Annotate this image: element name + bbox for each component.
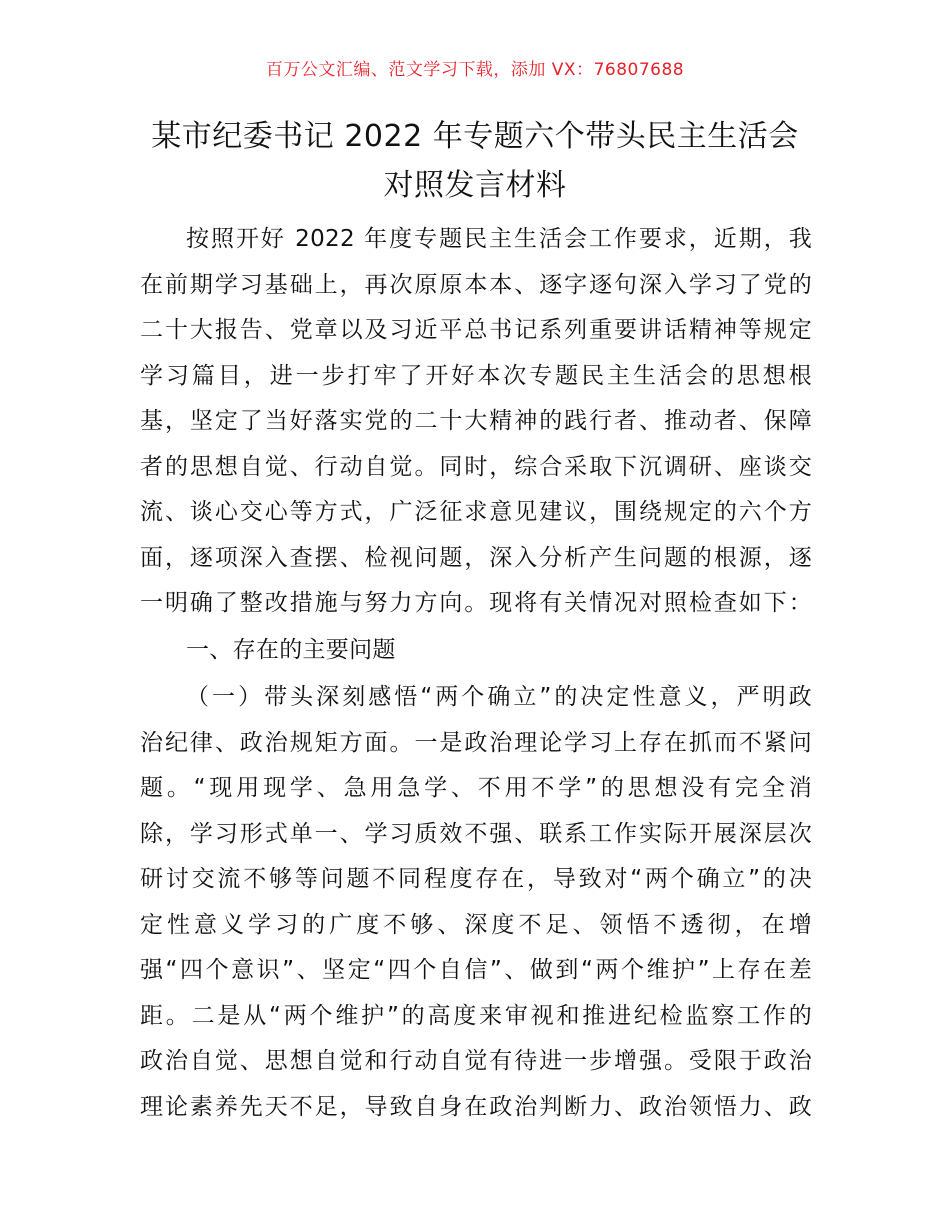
title-line-2: 对照发言材料 [383,168,567,203]
text-line: 研讨交流不够等问题不同程度存在，导致对“两个确立”的决 [140,866,812,892]
text-line: 者的思想自觉、行动自觉。同时，综合采取下沉调研、座谈交 [140,453,812,480]
heading-line: 一、存在的主要问题 [186,637,396,663]
text-line: 在前期学习基础上，再次原原本本、逐字逐句深入学习了党的 [140,271,812,298]
text-line: 面，逐项深入查摆、检视问题，深入分析产生问题的根源，逐 [140,544,812,571]
paragraph-intro [140,217,812,627]
text-line: （一）带头深刻感悟“两个确立”的决定性意义，严明政 [186,684,812,710]
text-line: 定性意义学习的广度不够、深度不足、领悟不透彻，在增 [140,911,812,938]
text-line: 一明确了整改措施与努力方向。现将有关情况对照检查如下： [140,590,812,616]
text-line: 距。二是从“两个维护”的高度来审视和推进纪检监察工作的 [140,1002,812,1029]
text-line: 按照开好 2022 年度专题民主生活会工作要求，近期，我 [186,226,812,252]
text-line: 流、谈心交心等方式，广泛征求意见建议，围绕规定的六个方 [140,499,812,525]
text-line: 治纪律、政治规矩方面。一是政治理论学习上存在抓而不紧问 [140,729,812,756]
section-heading [140,628,812,674]
text-line: 学习篇目，进一步打牢了开好本次专题民主生活会的思想根 [140,362,812,389]
text-line: 除，学习形式单一、学习质效不强、联系工作实际开展深层次 [140,820,812,847]
watermark-header: 百万公文汇编、范文学习下载，添加 VX：76807688 [265,60,685,80]
text-line: 题。“现用现学、急用急学、不用不学”的思想没有完全消 [140,775,812,801]
paragraph-problem-1 [140,675,812,1130]
text-line: 强“四个意识”、坚定“四个自信”、做到“两个维护”上存在差 [140,957,812,983]
text-line: 二十大报告、党章以及习近平总书记系列重要讲话精神等规定 [140,317,812,343]
document-body [140,217,812,1130]
document-title [120,112,830,210]
text-line: 政治自觉、思想自觉和行动自觉有待进一步增强。受限于政治 [140,1048,812,1074]
title-line-1: 某市纪委书记 2022 年专题六个带头民主生活会 [151,119,799,154]
text-line: 理论素养先天不足，导致自身在政治判断力、政治领悟力、政 [140,1093,812,1120]
text-line: 基，坚定了当好落实党的二十大精神的践行者、推动者、保障 [140,408,812,434]
